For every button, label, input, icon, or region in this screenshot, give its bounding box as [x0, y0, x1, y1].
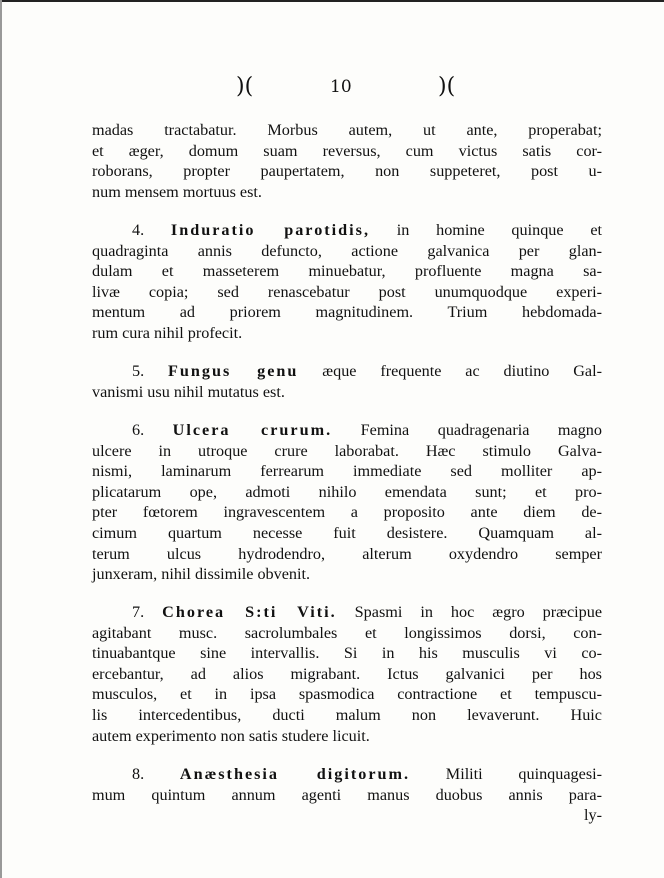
paragraph-heading: Anæsthesia digitorum. [179, 765, 411, 783]
text-segment: Spasmi in hoc ægro præcipue [354, 603, 603, 621]
text-line: plicatarum ope, admoti nihilo emendata sunt; et pro- [92, 482, 602, 501]
paragraph-heading: Chorea S:ti Viti. [162, 603, 337, 621]
running-header [0, 72, 664, 102]
text-line: roborans, propter paupertatem, non suppeteret, post u- [92, 162, 602, 181]
text-line: dulam et masseterem minuebatur, profluente magna sa- [92, 262, 602, 281]
text-line-first [92, 220, 602, 241]
text-segment: Femina quadragenaria magno [360, 421, 602, 439]
text-segment: Militi quinquagesi- [445, 765, 603, 783]
text-line-first [92, 764, 602, 785]
text-line: pter fœtorem ingravescentem a proposito ante diem de- [92, 503, 602, 522]
paragraph-5 [92, 361, 602, 402]
text-line: madas tractabatur. Morbus autem, ut ante, properabat; [92, 121, 602, 139]
paragraph-7 [92, 602, 602, 746]
paragraph-number: 7. [132, 603, 145, 621]
paragraph-number: 4. [132, 221, 145, 239]
text-line: rum cura nihil profecit. [92, 323, 243, 342]
text-line-first [92, 361, 602, 382]
paragraph-8 [92, 764, 602, 826]
text-line: nismi, laminarum ferrearum immediate sed molliter ap- [92, 462, 602, 481]
text-line: lis intercedentibus, ducti malum non levaverunt. Huic [92, 705, 602, 724]
page-number: 10 [330, 77, 352, 97]
paragraph-number: 8. [132, 765, 145, 783]
text-line: ulcere in utroque crure laborabat. Hæc stimulo Galva- [92, 441, 602, 460]
paragraph-continuation [92, 120, 602, 202]
paragraph-heading: Induratio parotidis, [170, 221, 371, 239]
text-line: cimum quartum necesse fuit desistere. Quamquam al- [92, 523, 602, 542]
paragraph-6 [92, 420, 602, 585]
text-line: terum ulcus hydrodendro, alterum oxydendro semper [92, 544, 602, 563]
paragraph-number: 5. [132, 362, 145, 380]
paragraph-heading: Fungus genu [168, 362, 299, 380]
text-line: musculos, et in ipsa spasmodica contractione et tempuscu- [92, 685, 602, 704]
text-line: autem experimento non satis studere licuit. [92, 726, 370, 745]
text-line: tinuabantque sine intervallis. Si in his musculis vi co- [92, 644, 602, 663]
text-line: ercebantur, ad alios migrabant. Ictus galvanici per hos [92, 664, 602, 683]
catchword: ly- [584, 806, 602, 825]
text-line: num mensem mortuus est. [92, 182, 262, 201]
paragraph-heading: Ulcera crurum. [172, 421, 333, 439]
paragraph-number: 6. [132, 421, 145, 439]
text-line: vanismi usu nihil mutatus est. [92, 382, 285, 401]
text-line-first [92, 420, 602, 441]
text-line: et æger, domum suam reversus, cum victus satis cor- [92, 141, 602, 160]
text-segment: æque frequente ac diutino Gal- [322, 362, 602, 380]
text-line: junxeram, nihil dissimile obvenit. [92, 565, 311, 584]
text-line: mum quintum annum agenti manus duobus annis para- [92, 785, 602, 804]
header-ornament-left: )( [236, 74, 254, 99]
text-line: livæ copia; sed renascebatur post unumquodque experi- [92, 282, 602, 301]
text-line-first [92, 602, 602, 623]
text-line: quadraginta annis defuncto, actione galvanica per glan- [92, 241, 602, 260]
paragraph-4 [92, 220, 602, 344]
page-top-edge [0, 0, 664, 2]
header-ornament-right: )( [438, 74, 456, 99]
text-segment: in homine quinque et [396, 221, 603, 239]
page-left-edge [0, 0, 2, 878]
text-line: mentum ad priorem magnitudinem. Trium hebdomada- [92, 303, 602, 322]
text-line: agitabant musc. sacrolumbales et longissimos dorsi, con- [92, 623, 602, 642]
